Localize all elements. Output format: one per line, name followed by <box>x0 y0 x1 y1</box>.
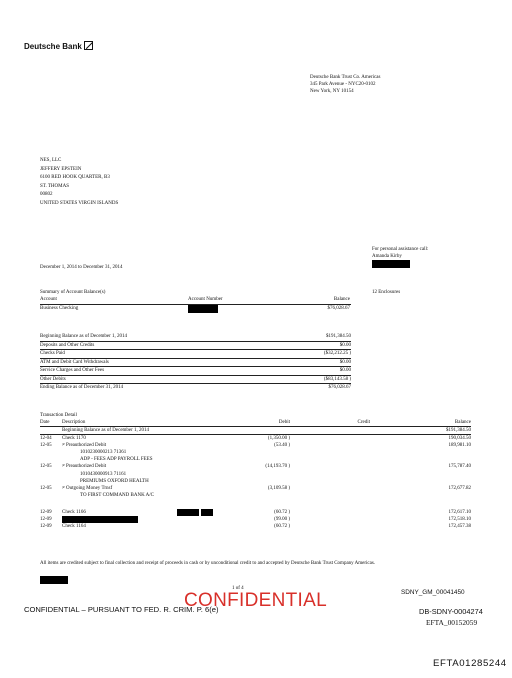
tx-date: 12-09 <box>40 524 52 530</box>
tx-description: ≠ Preauthorized Debit <box>62 443 107 449</box>
customer-address <box>40 157 118 209</box>
transaction-row <box>40 478 471 485</box>
balance-label: Checks Paid <box>40 351 65 356</box>
transaction-row <box>40 523 471 530</box>
confidential-pursuant: CONFIDENTIAL – PURSUANT TO FED. R. CRIM. P. 6(e) <box>24 605 219 614</box>
address-line: New York, NY 10154 <box>310 89 354 94</box>
bates-efta-large: EFTA01285244 <box>433 658 507 669</box>
tx-description: 1010430000913 71161 <box>80 471 127 477</box>
tx-date: 12-04 <box>40 436 52 442</box>
confidential-stamp: CONFIDENTIAL <box>184 590 327 611</box>
balance-value: $0.00 <box>339 368 351 373</box>
tx-date: 12-05 <box>40 464 52 470</box>
transaction-row <box>40 427 471 435</box>
redaction-box <box>40 576 68 584</box>
assistance-label: For personal assistance call: <box>372 247 429 252</box>
tx-date: 12-05 <box>40 485 52 491</box>
address-line: 345 Park Avenue - NYC20-0102 <box>310 82 376 87</box>
balance-row <box>40 384 351 392</box>
tx-debit: (99.00 ) <box>274 517 290 523</box>
tx-balance: 189,981.10 <box>448 443 471 449</box>
footnote: All items are credited subject to final collection and receipt of proceeds in cash or by unconditional credit to and accepted by Deutsche Bank Trust Company Americas. <box>40 561 376 566</box>
transaction-row <box>40 463 471 470</box>
balance-value: $0.00 <box>339 342 351 348</box>
tx-description: Beginning Balance as of December 1, 2014 <box>62 428 150 433</box>
summary-account: Business Checking <box>40 306 79 311</box>
balance-label: Beginning Balance as of December 1, 2014 <box>40 334 128 339</box>
bates-sdny-gm: SDNY_GM_00041450 <box>401 589 465 596</box>
transaction-row <box>40 471 471 478</box>
deutsche-bank-slash-icon <box>84 41 93 50</box>
tx-description: PREMIUMS OXFORD HEALTH <box>80 478 149 484</box>
col-balance: Balance <box>454 420 471 425</box>
detail-header-row <box>40 419 471 427</box>
balance-value: ($83,143.58 ) <box>323 376 351 382</box>
tx-debit: (3,109.58 ) <box>267 485 290 491</box>
address-line: Deutsche Bank Trust Co. Americas <box>310 75 381 80</box>
tx-description: Check 1166 <box>62 510 86 516</box>
tx-debit: (1,350.00 ) <box>267 436 290 442</box>
tx-description: ≠ Preauthorized Debit <box>62 464 107 470</box>
transaction-row <box>40 449 471 456</box>
tx-debit: (53.40 ) <box>274 443 290 449</box>
tx-debit: (60.72 ) <box>274 524 290 530</box>
balance-label: Other Debits <box>40 376 66 382</box>
balance-label: Service Charges and Other Fees <box>40 368 105 373</box>
customer-line: 6100 RED HOOK QUARTER, B3 <box>40 175 110 181</box>
balance-value: $191,384.50 <box>326 334 351 339</box>
tx-balance: 172,677.82 <box>448 485 471 491</box>
tx-debit: (60.72 ) <box>274 510 290 516</box>
summary-title: Summary of Account Balance(s) <box>40 290 106 295</box>
tx-balance: 172,617.10 <box>448 510 471 516</box>
balance-row <box>40 333 351 342</box>
balance-value: $0.00 <box>339 359 351 365</box>
summary-balance: $76,028.67 <box>327 306 350 311</box>
redaction-box <box>188 305 218 313</box>
bates-db-sdny: DB-SDNY-0004274 <box>419 607 483 616</box>
transaction-row <box>40 435 471 442</box>
detail-title: Transaction Detail <box>40 413 77 418</box>
customer-line: JEFFERY EPSTEIN <box>40 166 82 172</box>
balance-value: $76,028.67 <box>328 385 351 390</box>
col-debit: Debit <box>278 420 290 425</box>
tx-description: TO FIRST COMMAND BANK A/C <box>80 492 154 498</box>
redaction-box <box>201 509 213 516</box>
tx-balance: 172,457.38 <box>448 524 471 530</box>
redaction-box <box>177 509 199 516</box>
transaction-row <box>40 442 471 449</box>
summary-header-number: Account Number <box>188 297 223 302</box>
transaction-row <box>40 485 471 492</box>
col-description: Description <box>62 420 86 425</box>
bank-address <box>310 74 380 95</box>
balance-value: ($32,212.25 ) <box>323 351 351 356</box>
tx-description: 1010230000213 71361 <box>80 450 127 456</box>
balance-row <box>40 342 351 351</box>
balance-row <box>40 359 351 368</box>
tx-date: 12-09 <box>40 510 52 516</box>
redaction-box <box>372 260 410 268</box>
redaction-box <box>62 516 138 523</box>
balance-row <box>40 350 351 359</box>
assistance-name: Amanda Kirby <box>372 254 402 259</box>
tx-date: 12-09 <box>40 517 52 523</box>
tx-description: Check 1164 <box>62 524 86 530</box>
assistance-block <box>372 246 428 260</box>
balance-label: Ending Balance as of December 31, 2014 <box>40 385 124 390</box>
balances-block <box>40 333 351 392</box>
tx-balance: 172,518.10 <box>448 517 471 523</box>
col-credit: Credit <box>357 420 370 425</box>
page-number: 1 of 4 <box>232 586 244 591</box>
balance-row <box>40 367 351 376</box>
customer-line: ST. THOMAS <box>40 183 69 189</box>
transaction-row <box>40 492 471 499</box>
tx-description: ≠ Outgoing Money Trnsf <box>62 485 113 491</box>
deutsche-bank-logo <box>24 41 93 51</box>
logo-text: Deutsche Bank <box>24 42 82 51</box>
summary-header-account: Account <box>40 297 57 302</box>
summary-header-balance: Balance <box>333 297 350 302</box>
detail-table <box>40 419 471 530</box>
enclosures: 12 Enclosures <box>372 290 401 295</box>
tx-balance: $191,384.50 <box>446 428 471 433</box>
tx-description: ADP - FEES ADP PAYROLL FEES <box>80 457 153 463</box>
tx-date: 12-05 <box>40 443 52 449</box>
balance-row <box>40 376 351 385</box>
customer-line: NES, LLC <box>40 158 62 163</box>
customer-line: 00802 <box>40 192 53 198</box>
transaction-row <box>40 456 471 463</box>
balance-label: ATM and Debit Card Withdrawals <box>40 359 109 365</box>
statement-period: December 1, 2014 to December 31, 2014 <box>40 265 123 270</box>
tx-debit: (14,193.70 ) <box>265 464 290 470</box>
customer-line: UNITED STATES VIRGIN ISLANDS <box>40 200 119 206</box>
balance-label: Deposits and Other Credits <box>40 342 95 348</box>
tx-description: Check 1170 <box>62 436 86 442</box>
transaction-rows <box>40 427 471 530</box>
transaction-row <box>40 499 471 506</box>
col-date: Date <box>40 420 50 425</box>
tx-balance: 190,034.50 <box>448 436 471 442</box>
tx-balance: 175,787.40 <box>448 464 471 470</box>
bates-efta-small: EFTA_00152059 <box>426 618 478 627</box>
